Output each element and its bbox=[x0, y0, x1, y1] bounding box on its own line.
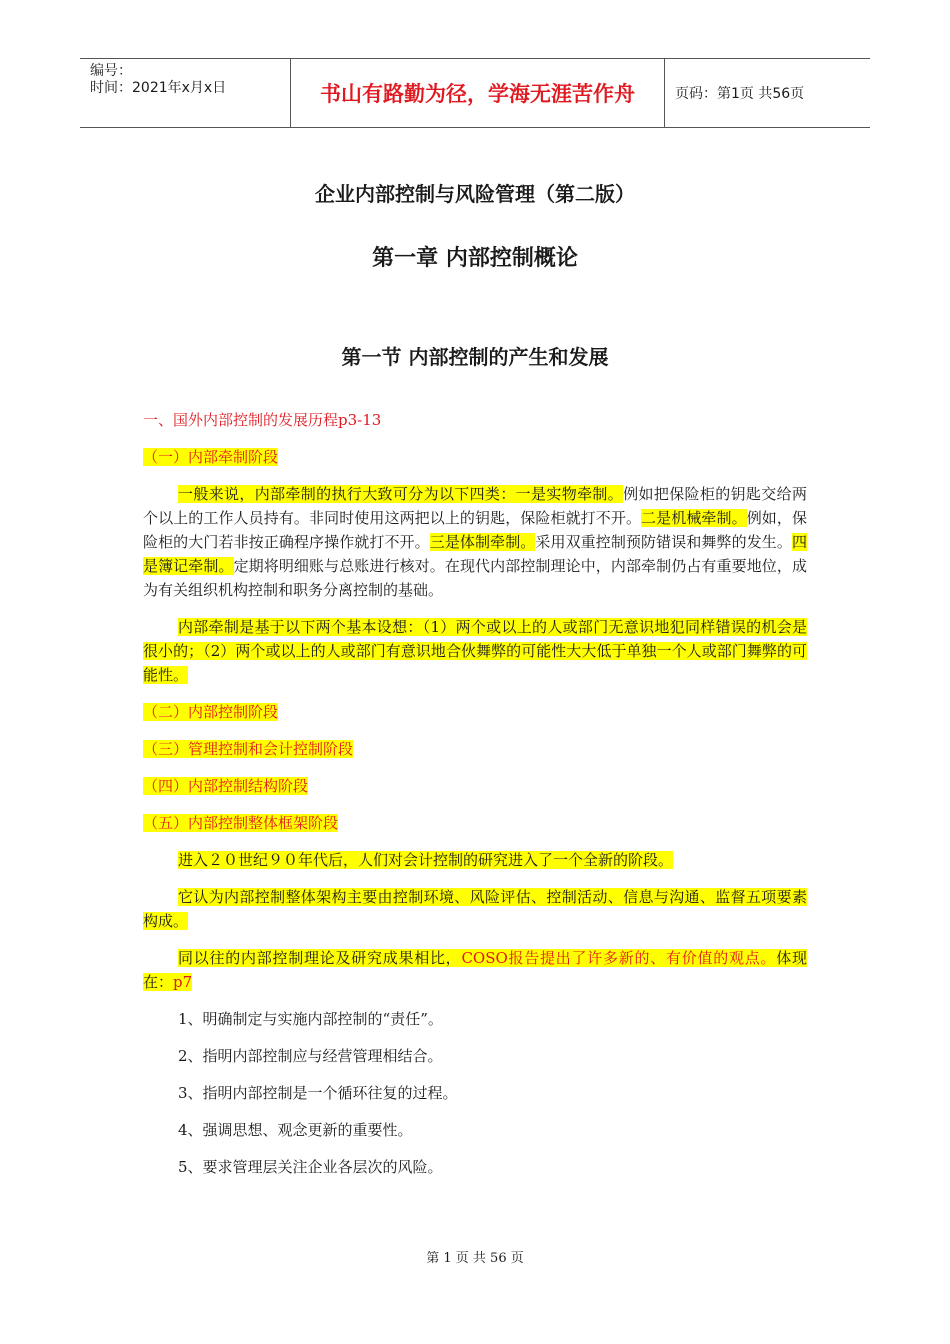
chapter-title: 第一章 内部控制概论 bbox=[372, 246, 578, 271]
stage-5-label: （五）内部控制整体框架阶段 bbox=[143, 814, 339, 832]
header-meta bbox=[80, 59, 291, 127]
header-motto: 书山有路勤为径，学海无涯苦作舟 bbox=[291, 59, 665, 127]
p4-text: 它认为内部控制整体架构主要由控制环境、风险评估、控制活动、信息与沟通、监督五项要素构成。 bbox=[143, 888, 807, 930]
p1-e: 三是体制牵制。 bbox=[429, 533, 536, 551]
stage-1-label: （一）内部牵制阶段 bbox=[143, 448, 279, 466]
p1-f: 采用双重控制预防错误和舞弊的发生。 bbox=[535, 533, 792, 551]
list-item: 3、指明内部控制是一个循环往复的过程。 bbox=[178, 1084, 458, 1102]
paragraph-internal-check-types bbox=[143, 482, 807, 602]
list-item: 2、指明内部控制应与经营管理相结合。 bbox=[178, 1047, 443, 1065]
p5-a: 同以往的内部控制理论及研究成果相比， bbox=[178, 949, 462, 967]
stage-heading-3 bbox=[143, 737, 807, 761]
heading-overseas-history: 一、国外内部控制的发展历程p3-13 bbox=[143, 411, 382, 429]
p5-b: COSO报告提出了许多新的、有价值的观点。 bbox=[461, 949, 777, 967]
stage-2-label: （二）内部控制阶段 bbox=[143, 703, 279, 721]
p2-text: 内部牵制是基于以下两个基本设想：（1）两个或以上的人或部门无意识地犯同样错误的机会是很小的；（2）两个或以上的人或部门有意识地合伙舞弊的可能性大大低于单独一个人或部门舞弊的可能性。 bbox=[143, 618, 807, 684]
header-page-info: 页码：第1页 共56页 bbox=[675, 86, 805, 102]
list-item: 1、明确制定与实施内部控制的“责任”。 bbox=[178, 1010, 443, 1028]
stage-heading-2 bbox=[143, 700, 807, 724]
stage-3-label: （三）管理控制和会计控制阶段 bbox=[143, 740, 354, 758]
stage-heading-5 bbox=[143, 811, 807, 835]
header-number-label: 编号： bbox=[90, 63, 132, 79]
section-title: 第一节 内部控制的产生和发展 bbox=[341, 345, 609, 369]
paragraph-assumptions bbox=[143, 615, 807, 687]
paragraph-coso bbox=[143, 946, 807, 994]
stage-4-label: （四）内部控制结构阶段 bbox=[143, 777, 309, 795]
p1-d: 例如，保险柜的大门若非按正确程序操作就打不开。 bbox=[143, 509, 807, 551]
p1-g: 四是簿记牵制。 bbox=[143, 533, 807, 575]
list-item: 4、强调思想、观念更新的重要性。 bbox=[178, 1121, 413, 1139]
page-header bbox=[80, 58, 870, 128]
p5-d: p7 bbox=[173, 973, 193, 991]
p1-b: 例如把保险柜的钥匙交给两个以上的工作人员持有。非同时使用这两把以上的钥匙，保险柜就打不开。 bbox=[143, 485, 807, 527]
p1-c: 二是机械牵制。 bbox=[641, 509, 747, 527]
header-time-label: 时间：2021年x月x日 bbox=[90, 80, 227, 96]
p5-c: 体现在： bbox=[143, 949, 807, 991]
p1-h: 定期将明细账与总账进行核对。在现代内部控制理论中，内部牵制仍占有重要地位，成为有关组织机构控制和职务分离控制的基础。 bbox=[143, 557, 807, 599]
stage-heading-1 bbox=[143, 445, 807, 469]
p1-a: 一般来说，内部牵制的执行大致可分为以下四类：一是实物牵制。 bbox=[178, 485, 624, 503]
book-title: 企业内部控制与风险管理（第二版） bbox=[315, 182, 635, 206]
document-body bbox=[143, 408, 807, 1192]
page-footer: 第 1 页 共 56 页 bbox=[426, 1251, 524, 1266]
paragraph-five-elements bbox=[143, 885, 807, 933]
stage-heading-4 bbox=[143, 774, 807, 798]
p3-text: 进入２０世纪９０年代后，人们对会计控制的研究进入了一个全新的阶段。 bbox=[178, 851, 674, 869]
list-item: 5、要求管理层关注企业各层次的风险。 bbox=[178, 1158, 443, 1176]
paragraph-1990s bbox=[143, 848, 807, 872]
